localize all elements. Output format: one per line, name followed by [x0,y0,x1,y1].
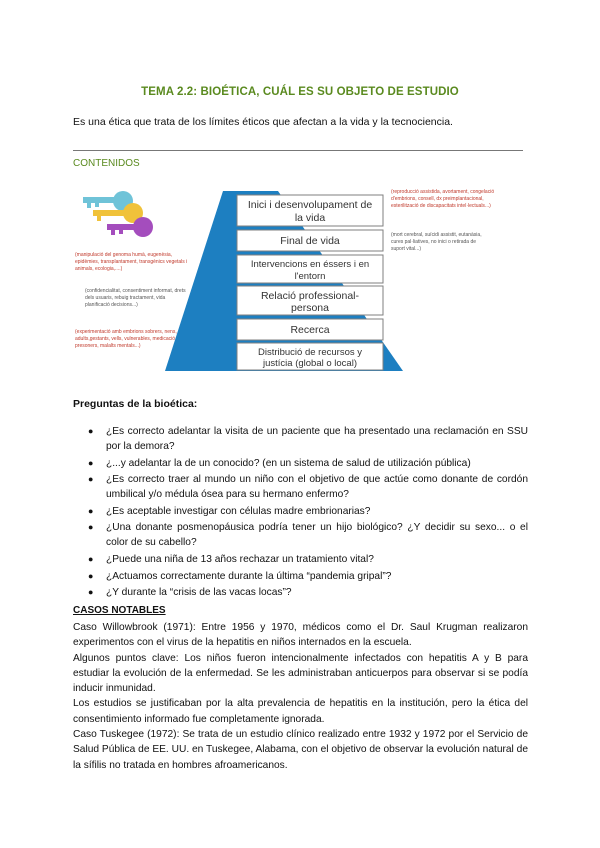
questions-list [88,424,528,602]
pyramid-label: Intervencions en éssers i en [250,259,370,270]
list-item: ● ¿Es correcto traer al mundo un niño con el objetivo de que actúe como donante de cordón umbilical y/o médula ósea para su hermano enfermo? [88,472,528,502]
paragraph: Caso Willowbrook (1971): Entre 1956 y 1970, médicos como el Dr. Saul Krugman realizaron experimentos con el virus de la hepatitis en niños internados en la escuela. [73,622,528,649]
keys-icon [83,191,153,237]
right-note: d'embrions, consell, dx preimplantacional, [391,196,484,202]
pyramid-label: Distribució de recursos y [257,347,363,358]
left-note: dels usuaris, rebuig tractament, vida [85,295,166,301]
left-note: presoners, malalts mentals...) [75,343,141,349]
paragraph: Algunos puntos clave: Los niños fueron intencionalmente infectados con hepatitis A y B para estudiar la evolución de la enfermedad. Se les administraban anticuerpos para observar si se podía inducir inmunidad. [73,652,528,695]
bioethics-pyramid-figure [73,183,533,371]
contenidos-heading: CONTENIDOS [73,158,140,169]
right-note: esterilització de discapacitats intel·lectuals...) [391,203,491,209]
casos-body [73,620,528,773]
pyramid-label: la vida [294,212,326,224]
list-item: ● ¿Es aceptable investigar con células madre embrionarias? [88,504,528,519]
list-item: ● ¿...y adelantar la de un conocido? (en un sistema de salud de utilización pública) [88,456,528,471]
pyramid-label: Relació professional- [260,290,360,302]
page-title: TEMA 2.2: BIOÉTICA, CUÁL ES SU OBJETO DE ESTUDIO [141,86,459,98]
list-item: ● ¿Puede una niña de 13 años rechazar un tratamiento vital? [88,552,528,567]
divider [73,150,523,151]
list-item: ● ¿Una donante posmenopáusica podría tener un hijo biológico? ¿Y decidir su sexo... o el color de su cabello? [88,520,528,550]
right-note: (mort cerebral, suïcidi assistit, eutanàsia, [391,232,482,238]
list-item: ● ¿Y durante la “crisis de las vacas locas”? [88,585,528,600]
pyramid-label: l'entorn [294,271,326,282]
pyramid-label: justícia (global o local) [263,358,357,369]
left-note: planificació decisions...) [85,302,138,308]
list-item: ● ¿Actuamos correctamente durante la última “pandemia gripal”? [88,569,528,584]
left-note: (experimentació amb embrions sobrers, nens, [75,329,177,335]
left-note: animals, ecologia,....) [75,266,123,272]
paragraph: Caso Tuskegee (1972): Se trata de un estudio clínico realizado entre 1932 y 1972 por el Servicio de Salud Pública de EE. UU. en Tuskegee, Alabama, con el objetivo de observar la evolución natural de la sífilis no tratada en hombres afroamericanos. [73,729,528,771]
casos-heading: CASOS NOTABLES [73,605,166,616]
intro-text: Es una ética que trata de los límites éticos que afectan a la vida y la tecnociencia. [73,116,453,128]
left-note: epidèmies, transplantament, transgènics vegetals i [75,259,188,265]
left-note: (manipulació del genoma humà, eugenèsia, [75,252,173,258]
left-note: (confidencialitat, consentiment informat, drets [85,288,186,294]
right-note: suport vital...) [391,246,422,252]
right-note: cures pal·liatives, no inici o retirada de [391,239,477,245]
pyramid-label: Inici i desenvolupament de [247,199,373,211]
questions-heading: Preguntas de la bioética: [73,398,198,410]
pyramid-label: persona [291,302,329,314]
left-note: adults,gestants, vells, vulnerables, medicació [75,336,176,342]
paragraph: Los estudios se justificaban por la alta prevalencia de hepatitis en la institución, pero la ética del consentimiento informado fue completamente ignorada. [73,698,528,725]
list-item: ● ¿Es correcto adelantar la visita de un paciente que ha presentado una reclamación en SSU por la demora? [88,424,528,454]
pyramid-label: Recerca [290,324,330,336]
right-note: (reproducció assistida, avortament, congelació [391,189,495,195]
pyramid-label: Final de vida [280,235,340,247]
